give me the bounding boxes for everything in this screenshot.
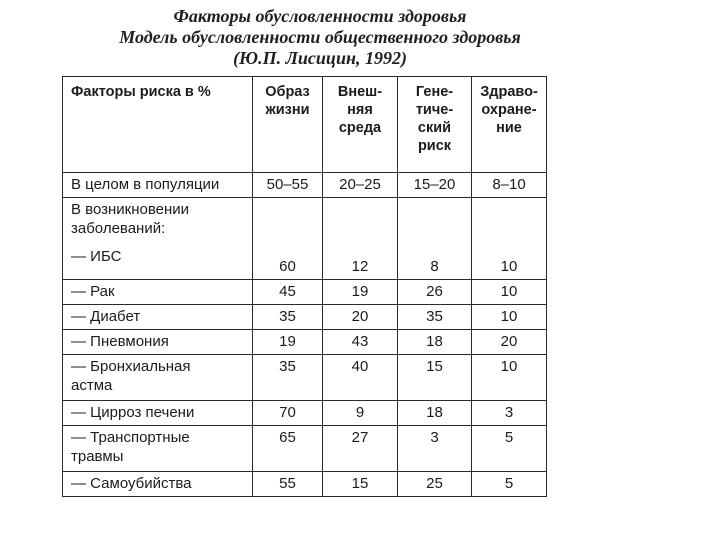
cell-healthcare: 3 xyxy=(472,401,547,426)
cell-lifestyle: 45 xyxy=(253,280,323,305)
table-row xyxy=(63,305,547,330)
cell-healthcare: 8–10 xyxy=(472,173,547,198)
header-genetic-risk: Гене- тиче- ский риск xyxy=(398,77,472,173)
row-label: — Пневмония xyxy=(63,330,253,355)
row-label: В возникновении заболеваний: — ИБС xyxy=(63,198,253,280)
cell-healthcare: 20 xyxy=(472,330,547,355)
cell-lifestyle: 19 xyxy=(253,330,323,355)
header-environment: Внеш- няя среда xyxy=(323,77,398,173)
cell-lifestyle: 60 xyxy=(253,198,323,280)
table-row xyxy=(63,330,547,355)
cell-lifestyle: 70 xyxy=(253,401,323,426)
risk-factors-table xyxy=(62,76,547,497)
table-row xyxy=(63,173,547,198)
cell-environment: 40 xyxy=(323,355,398,401)
header-lifestyle: Образ жизни xyxy=(253,77,323,173)
header-row xyxy=(63,77,547,173)
cell-environment: 19 xyxy=(323,280,398,305)
cell-genetic: 26 xyxy=(398,280,472,305)
row-label: — Цирроз печени xyxy=(63,401,253,426)
cell-genetic: 25 xyxy=(398,472,472,497)
cell-healthcare: 5 xyxy=(472,426,547,472)
cell-genetic: 15–20 xyxy=(398,173,472,198)
cell-lifestyle: 65 xyxy=(253,426,323,472)
cell-environment: 43 xyxy=(323,330,398,355)
cell-genetic: 35 xyxy=(398,305,472,330)
cell-lifestyle: 50–55 xyxy=(253,173,323,198)
cell-lifestyle: 35 xyxy=(253,355,323,401)
cell-genetic: 8 xyxy=(398,198,472,280)
table-row xyxy=(63,426,547,472)
cell-environment: 20 xyxy=(323,305,398,330)
table-row xyxy=(63,472,547,497)
row-label: В целом в популяции xyxy=(63,173,253,198)
cell-environment: 9 xyxy=(323,401,398,426)
cell-healthcare: 10 xyxy=(472,198,547,280)
row-label: — Самоубийства xyxy=(63,472,253,497)
cell-environment: 20–25 xyxy=(323,173,398,198)
row-label: — Транспортные травмы xyxy=(63,426,253,472)
table-row xyxy=(63,198,547,280)
cell-genetic: 3 xyxy=(398,426,472,472)
cell-genetic: 15 xyxy=(398,355,472,401)
cell-lifestyle: 55 xyxy=(253,472,323,497)
table-row xyxy=(63,280,547,305)
cell-environment: 12 xyxy=(323,198,398,280)
cell-environment: 27 xyxy=(323,426,398,472)
title-line-2: Модель обусловленности общественного здоровья xyxy=(119,27,521,47)
cell-environment: 15 xyxy=(323,472,398,497)
cell-genetic: 18 xyxy=(398,401,472,426)
title-block xyxy=(60,6,580,69)
cell-healthcare: 10 xyxy=(472,305,547,330)
header-risk-factors: Факторы риска в % xyxy=(63,77,253,173)
cell-healthcare: 10 xyxy=(472,355,547,401)
row-label: — Диабет xyxy=(63,305,253,330)
header-healthcare: Здраво- охране- ние xyxy=(472,77,547,173)
row-label: — Бронхиальная астма xyxy=(63,355,253,401)
table-row xyxy=(63,401,547,426)
cell-healthcare: 5 xyxy=(472,472,547,497)
cell-genetic: 18 xyxy=(398,330,472,355)
table-row xyxy=(63,355,547,401)
title-line-3: (Ю.П. Лисицин, 1992) xyxy=(233,48,407,68)
title-line-1: Факторы обусловленности здоровья xyxy=(173,6,467,26)
row-label: — Рак xyxy=(63,280,253,305)
cell-healthcare: 10 xyxy=(472,280,547,305)
cell-lifestyle: 35 xyxy=(253,305,323,330)
